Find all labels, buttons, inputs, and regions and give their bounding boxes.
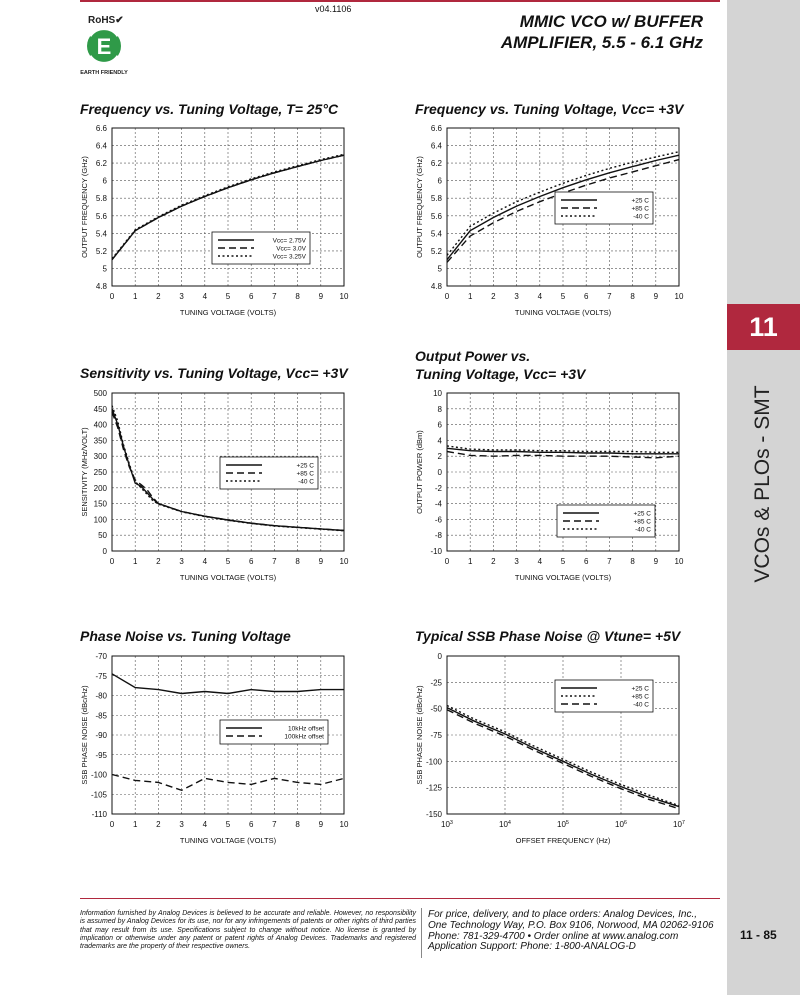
legend-entry: +25 C [631,685,649,693]
x-tick-label: 8 [295,820,300,829]
section-number: 11 [727,304,800,350]
x-tick-label: 10 [674,292,684,301]
legend-entry: 10kHz offset [287,725,324,733]
document-title-line1: MMIC VCO w/ BUFFER [519,12,703,31]
x-tick-label: 1 [132,292,138,301]
rohs-logo [80,12,136,76]
x-tick-label: 10 [339,557,349,566]
x-tick-label: 3 [514,292,519,301]
x-tick-label: 8 [630,557,635,566]
y-tick-label: 500 [93,389,107,398]
chart-ssb-phase-noise [413,650,703,850]
y-tick-label: -80 [95,691,107,701]
y-tick-label: -8 [434,531,442,541]
order-info [428,910,723,953]
x-tick-label: 9 [653,557,659,566]
y-tick-label: -85 [95,711,107,721]
y-axis-label: OUTPUT POWER (dBm) [415,430,424,514]
y-tick-label: 150 [93,499,107,509]
y-tick-label: 0 [437,468,442,477]
x-tick-label: 3 [179,820,184,829]
y-tick-label: -6 [434,515,442,525]
x-tick-label: 3 [179,292,184,301]
section-name: VCOs & PLOs - SMT [751,385,774,583]
x-tick-label: 6 [248,820,254,829]
y-tick-label: 50 [98,531,107,541]
x-tick-label: $10^7$ [673,820,685,829]
x-tick-label: 6 [583,557,589,566]
legend-entry: -40 C [633,701,649,709]
x-tick-label: $10^4$ [499,820,511,829]
legend [220,457,318,489]
x-tick-label: 8 [630,292,635,301]
x-tick-label: 3 [179,557,184,566]
chart6-title: Typical SSB Phase Noise @ Vtune= +5V [415,628,681,644]
legend [220,720,328,744]
y-tick-label: 6.6 [430,124,442,133]
x-tick-label: 4 [202,557,208,566]
x-tick-label: 6 [248,292,254,301]
y-axis-label: SENSITIVITY (MHz/VOLT) [80,427,89,517]
header-rule [80,0,720,2]
x-axis-label: TUNING VOLTAGE (VOLTS) [179,308,277,317]
y-tick-label: 5.4 [95,229,107,239]
chart-sensitivity [78,387,368,587]
y-tick-label: 0 [437,652,442,661]
y-tick-label: 5.6 [95,211,107,221]
legend-entry: -40 C [633,213,649,221]
y-tick-label: 450 [93,404,107,414]
x-tick-label: 0 [444,292,450,301]
y-tick-label: 6 [437,420,442,430]
x-tick-label: 2 [156,820,161,829]
earth-friendly-letter: E [96,34,112,59]
y-tick-label: -105 [90,790,107,800]
y-tick-label: -125 [425,783,442,793]
y-tick-label: 400 [93,420,107,430]
y-tick-label: 5.8 [430,194,442,204]
y-tick-label: 6.6 [95,124,107,133]
x-tick-label: 0 [444,557,450,566]
x-tick-label: 7 [607,292,612,301]
y-tick-label: 5.8 [95,194,107,204]
version-label: v04.1106 [315,4,352,14]
x-tick-label: $10^6$ [615,820,627,829]
x-tick-label: 2 [491,557,496,566]
y-tick-label: 200 [93,483,107,493]
x-tick-label: 0 [109,820,115,829]
y-tick-label: 350 [93,436,107,446]
x-tick-label: 6 [248,557,254,566]
y-tick-label: 6 [437,176,442,186]
x-tick-label: 3 [514,557,519,566]
y-tick-label: 4 [437,436,442,446]
y-tick-label: -95 [95,750,107,760]
y-tick-label: -75 [430,731,442,740]
legend [212,232,310,264]
y-tick-label: 5.4 [430,229,442,239]
y-tick-label: -90 [95,731,107,740]
y-axis-label: SSB PHASE NOISE (dBc/Hz) [80,685,89,785]
order-line-2: One Technology Way, P.O. Box 9106, Norwood, MA 02062-9106 [428,919,714,931]
x-axis-label: TUNING VOLTAGE (VOLTS) [179,573,277,582]
x-tick-label: 7 [272,557,277,566]
y-tick-label: -75 [95,671,107,681]
x-tick-label: 4 [202,820,208,829]
x-tick-label: 1 [132,557,138,566]
x-tick-label: 6 [583,292,589,301]
x-tick-label: 2 [156,292,161,301]
y-tick-label: 5 [102,264,107,274]
x-tick-label: 0 [109,292,115,301]
y-tick-label: 0 [102,547,107,556]
y-tick-label: 6.2 [95,159,107,169]
footer-divider [421,908,422,958]
y-axis-label: SSB PHASE NOISE (dBc/Hz) [415,685,424,785]
x-tick-label: 1 [132,820,138,829]
x-tick-label: 9 [318,557,324,566]
x-tick-label: 2 [156,557,161,566]
x-tick-label: 9 [653,292,659,301]
legend-entry: +25 C [296,462,314,470]
chart5-title: Phase Noise vs. Tuning Voltage [80,628,291,644]
y-tick-label: 5.2 [95,246,107,256]
x-axis-label: TUNING VOLTAGE (VOLTS) [514,308,612,317]
y-tick-label: -25 [430,678,442,688]
x-tick-label: 5 [560,292,566,301]
legend-entry: +85 C [631,693,649,701]
legend-entry: 100kHz offset [284,733,324,741]
x-tick-label: 8 [295,292,300,301]
earth-friendly-text: EARTH FRIENDLY [80,70,128,76]
legend-entry: +25 C [631,197,649,205]
x-tick-label: 5 [225,820,231,829]
y-tick-label: -100 [90,770,107,780]
chart-frequency-vs-tuning-voltage [78,122,368,322]
x-tick-label: 5 [225,292,231,301]
x-tick-label: 4 [537,557,543,566]
chart3-title: Sensitivity vs. Tuning Voltage, Vcc= +3V [80,365,348,381]
y-tick-label: 2 [437,452,442,462]
x-tick-label: $10^3$ [441,820,453,829]
x-tick-label: 1 [467,292,473,301]
chart2-title: Frequency vs. Tuning Voltage, Vcc= +3V [415,101,684,117]
legend-entry: +85 C [633,518,651,526]
y-axis-label: OUTPUT FREQUENCY (GHz) [80,156,89,258]
order-line-4: Application Support: Phone: 1-800-ANALOG-D [428,941,636,953]
x-tick-label: 5 [560,557,566,566]
x-tick-label: $10^5$ [557,820,569,829]
y-tick-label: 4.8 [430,282,442,291]
y-tick-label: -100 [425,757,442,767]
y-tick-label: 5.2 [430,246,442,256]
legend-entry: +85 C [296,470,314,478]
legend-entry: Vcc= 3.25V [272,253,306,261]
y-tick-label: -150 [425,810,442,819]
legend-entry: Vcc= 3.0V [276,245,306,253]
y-tick-label: -70 [95,652,107,661]
y-tick-label: 250 [93,468,107,477]
x-tick-label: 4 [537,292,543,301]
page-number: 11 - 85 [740,928,777,942]
x-tick-label: 10 [339,820,349,829]
footer-rule [80,898,720,899]
y-tick-label: 6 [102,176,107,186]
document-title [501,11,703,53]
y-tick-label: 5.6 [430,211,442,221]
legend-entry: Vcc= 2.75V [272,237,306,245]
x-axis-label: TUNING VOLTAGE (VOLTS) [514,573,612,582]
order-line-3: Phone: 781-329-4700 • Order online at www.analog.com [428,930,679,942]
legend-entry: -40 C [298,478,314,486]
y-tick-label: 5 [437,264,442,274]
x-tick-label: 2 [491,292,496,301]
y-tick-label: -10 [430,547,442,556]
x-tick-label: 4 [202,292,208,301]
document-title-line2: AMPLIFIER, 5.5 - 6.1 GHz [500,33,703,52]
y-tick-label: -110 [91,810,107,819]
order-line-1: For price, delivery, and to place orders: Analog Devices, Inc., [428,909,698,920]
x-tick-label: 5 [225,557,231,566]
legend-entry: +85 C [631,205,649,213]
x-tick-label: 10 [339,292,349,301]
y-tick-label: -4 [434,499,442,509]
y-tick-label: 8 [437,404,442,414]
y-tick-label: 300 [93,452,107,462]
y-axis-label: OUTPUT FREQUENCY (GHz) [415,156,424,258]
x-axis-label: TUNING VOLTAGE (VOLTS) [179,836,277,845]
x-tick-label: 1 [467,557,473,566]
disclaimer-text: Information furnished by Analog Devices is believed to be accurate and reliable. However, no responsibility is assumed by Analog Devices for its use, nor for any infringements of patents or other rights of third parties that may result from its use. Specifications subject to change without notice. No license is granted by implication or otherwise under any patent or patent rights of Analog Devices. Trademarks and registered trademarks are the property of their respective owners. [80,910,416,951]
legend-entry: +25 C [633,510,651,518]
x-tick-label: 9 [318,820,324,829]
y-tick-label: 4.8 [95,282,107,291]
y-tick-label: 6.4 [430,141,442,151]
x-tick-label: 9 [318,292,324,301]
x-tick-label: 10 [674,557,684,566]
x-axis-label: OFFSET FREQUENCY (Hz) [515,836,611,845]
y-tick-label: 10 [433,389,442,398]
chart-frequency-vs-tuning-voltage-temp [413,122,703,322]
y-tick-label: 100 [93,515,107,525]
legend [555,680,653,712]
chart-phase-noise-vs-tuning [78,650,368,850]
y-tick-label: -50 [430,704,442,714]
x-tick-label: 7 [272,820,277,829]
y-tick-label: -2 [434,483,442,493]
x-tick-label: 7 [607,557,612,566]
chart1-title: Frequency vs. Tuning Voltage, T= 25°C [80,101,339,117]
chart4-title-line1: Output Power vs. [415,348,531,364]
rohs-logo-text: RoHS✔ [88,15,124,26]
x-tick-label: 7 [272,292,277,301]
chart-output-power [413,387,703,587]
legend [555,192,653,224]
x-tick-label: 8 [295,557,300,566]
y-tick-label: 6.4 [95,141,107,151]
legend-entry: -40 C [635,526,651,534]
y-tick-label: 6.2 [430,159,442,169]
legend [557,505,655,537]
x-tick-label: 0 [109,557,115,566]
chart4-title-line2: Tuning Voltage, Vcc= +3V [415,366,586,382]
chart4-title [415,347,585,383]
